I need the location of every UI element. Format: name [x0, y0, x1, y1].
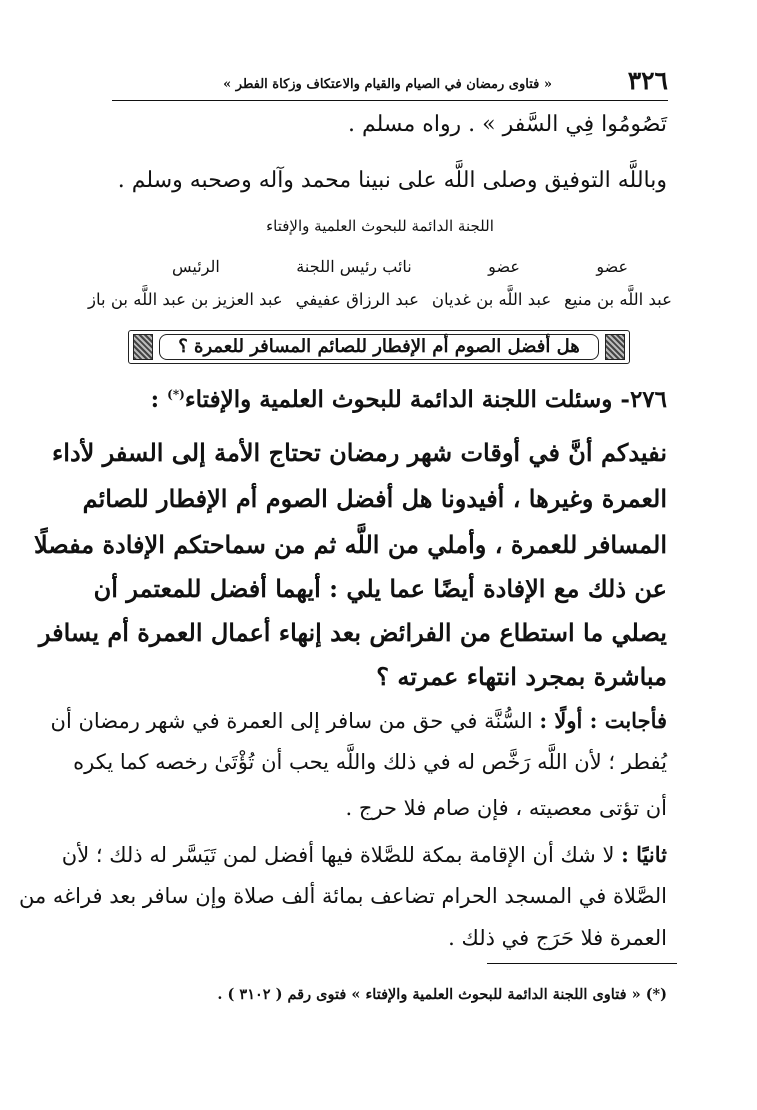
page-number: ٣٢٦ [627, 66, 668, 95]
answer-first-line-1: فأجابت : أولًا : السُّنَّة في حق من سافر إلى العمرة في شهر رمضان أن [50, 708, 667, 733]
question-line-6: مباشرة بمجرد انتهاء عمرته ؟ [376, 662, 667, 691]
section-title-banner [128, 330, 630, 364]
running-title: « فتاوى رمضان في الصيام والقيام والاعتكاف وزكاة الفطر » [223, 77, 552, 92]
role-vice-president: نائب رئيس اللجنة [296, 257, 412, 276]
role-member-1: عضو [596, 257, 628, 276]
question-line-1: نفيدكم أنَّ في أوقات شهر رمضان تحتاج الأمة إلى السفر لأداء [51, 438, 667, 467]
role-member-2: عضو [488, 257, 520, 276]
question-line-3: المسافر للعمرة ، وأملي من اللَّه ثم من سماحتكم الإفادة مفصلًا [33, 530, 667, 559]
intro-line-1: تَصُومُوا فِي السَّفر » . رواه مسلم . [347, 112, 667, 137]
member-president: عبد العزيز بن عبد اللَّه بن باز [88, 290, 283, 309]
member-1: عبد اللَّه بن منيع [564, 290, 672, 309]
page-header [112, 60, 668, 101]
footnote: (*) « فتاوى اللجنة الدائمة للبحوث العلمية والإفتاء » فتوى رقم ( ٣١٠٢ ) . [217, 986, 667, 1003]
answer-second-lead: ثانيًا : [621, 842, 667, 867]
answer-first-line-3: أن تؤتى معصيته ، فإن صام فلا حرج . [345, 796, 667, 820]
committee-members [88, 290, 672, 309]
question-heading: ٢٧٦- وسئلت اللجنة الدائمة للبحوث العلمية والإفتاء(*) : [150, 386, 667, 413]
intro-line-2: وباللَّه التوفيق وصلى اللَّه على نبينا محمد وآله وصحبه وسلم . [117, 168, 667, 193]
answer-first-line-2: يُفطر ؛ لأن اللَّه رَخَّص له في ذلك واللَّه يحب أن تُؤْتَىٰ رخصه كما يكره [73, 750, 667, 774]
member-vice-president: عبد الرزاق عفيفي [295, 290, 419, 309]
member-2: عبد اللَّه بن غديان [431, 290, 552, 309]
banner-ornament-right [605, 334, 625, 360]
committee-name: اللجنة الدائمة للبحوث العلمية والإفتاء [266, 217, 494, 235]
answer-first-lead: فأجابت : أولًا : [539, 708, 667, 733]
question-line-5: يصلي ما استطاع من الفرائض بعد إنهاء أعمال العمرة أم يسافر [38, 618, 667, 647]
role-president: الرئيس [172, 257, 220, 276]
answer-second-line-3: العمرة فلا حَرَج في ذلك . [448, 926, 667, 950]
footnote-divider [487, 963, 677, 964]
answer-second-line-1: ثانيًا : لا شك أن الإقامة بمكة للصَّلاة فيها أفضل لمن تَيَسَّر له ذلك ؛ لأن [61, 842, 667, 867]
footnote-marker: (*) [167, 387, 185, 402]
banner-ornament-left [133, 334, 153, 360]
committee-roles [88, 257, 672, 276]
question-line-4: عن ذلك مع الإفادة أيضًا عما يلي : أيهما أفضل للمعتمر أن [93, 574, 667, 603]
section-title: هل أفضل الصوم أم الإفطار للصائم المسافر للعمرة ؟ [178, 336, 580, 357]
answer-second-line-2: الصَّلاة في المسجد الحرام تضاعف بمائة ألف صلاة وإن سافر بعد فراغه من [18, 884, 667, 908]
question-line-2: العمرة وغيرها ، أفيدونا هل أفضل الصوم أم الإفطار للصائم [82, 484, 667, 513]
